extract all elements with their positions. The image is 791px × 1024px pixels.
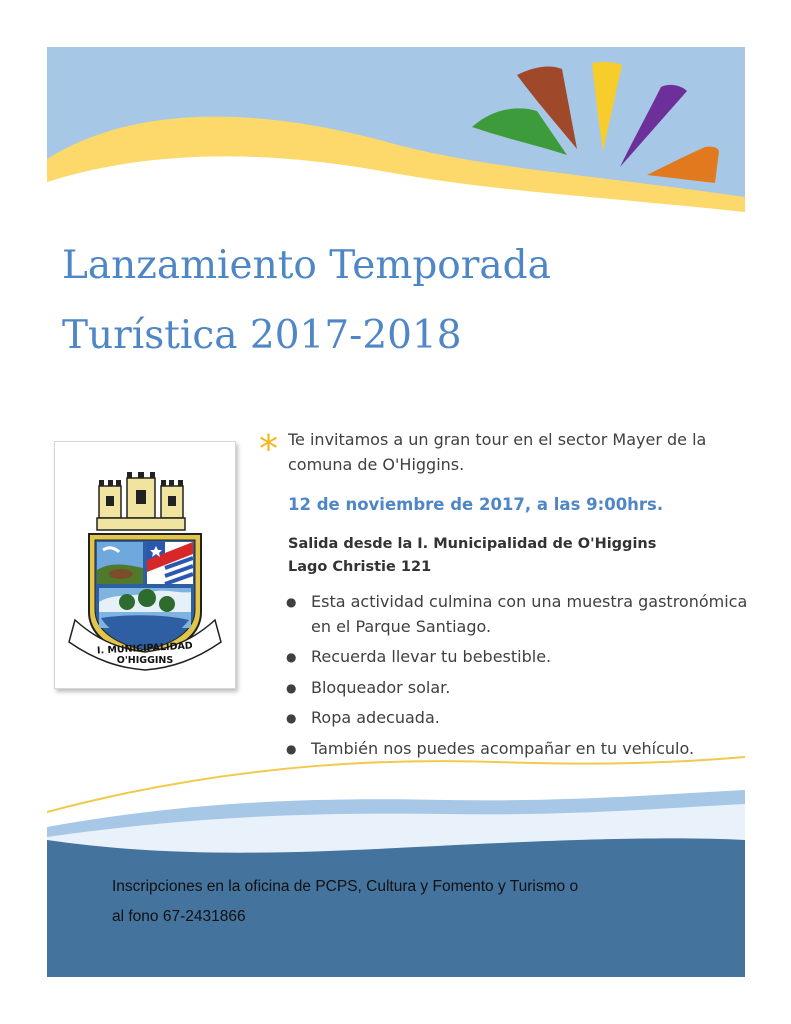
list-item [283,676,763,701]
list-item [283,706,763,731]
footer-phone-text: al fono 67-2431866 [112,908,246,925]
list-item [283,645,763,670]
list-item-text: También nos puedes acompañar en tu vehículo. [311,738,695,758]
departure-location: Salida desde la I. Municipalidad de O'Higgins [288,536,657,552]
intro-text: Te invitamos a un gran tour en el sector Mayer de la comuna de O'Higgins. [288,430,707,474]
activity-list [283,590,763,767]
bullet-dot-icon: ● [286,650,297,664]
bullet-dot-icon: ● [286,680,297,695]
list-item [283,590,763,639]
municipal-crest-image [54,441,236,689]
bottom-banner [47,752,745,977]
svg-text:O'HIGGINS: O'HIGGINS [116,655,174,666]
bullet-dot-icon: ● [286,711,297,725]
list-item-text: Ropa adecuada. [311,708,440,727]
bullet-dot-icon: ● [286,595,297,609]
svg-text:I. MUNICIPALIDAD: I. MUNICIPALIDAD [96,640,193,657]
asterisk-bullet-icon: * [259,427,278,471]
bullet-dot-icon: ● [286,741,297,756]
page-title-line-1: Lanzamiento Temporada [62,243,551,288]
list-item-text: Recuerda llevar tu bebestible. [311,647,552,666]
list-item-text: Esta actividad culmina con una muestra gastronómica en el Parque Santiago. [311,592,748,636]
footer-registration-text: Inscripciones en la oficina de PCPS, Cultura y Fomento y Turismo o [112,878,579,895]
page-title-line-2: Turística 2017-2018 [62,313,462,358]
departure-address: Lago Christie 121 [288,559,432,575]
list-item-text: Bloqueador solar. [311,677,451,697]
crest-emblem-icon [55,442,235,688]
top-banner [47,47,745,212]
event-date: 12 de noviembre de 2017, a las 9:00hrs. [288,495,664,514]
